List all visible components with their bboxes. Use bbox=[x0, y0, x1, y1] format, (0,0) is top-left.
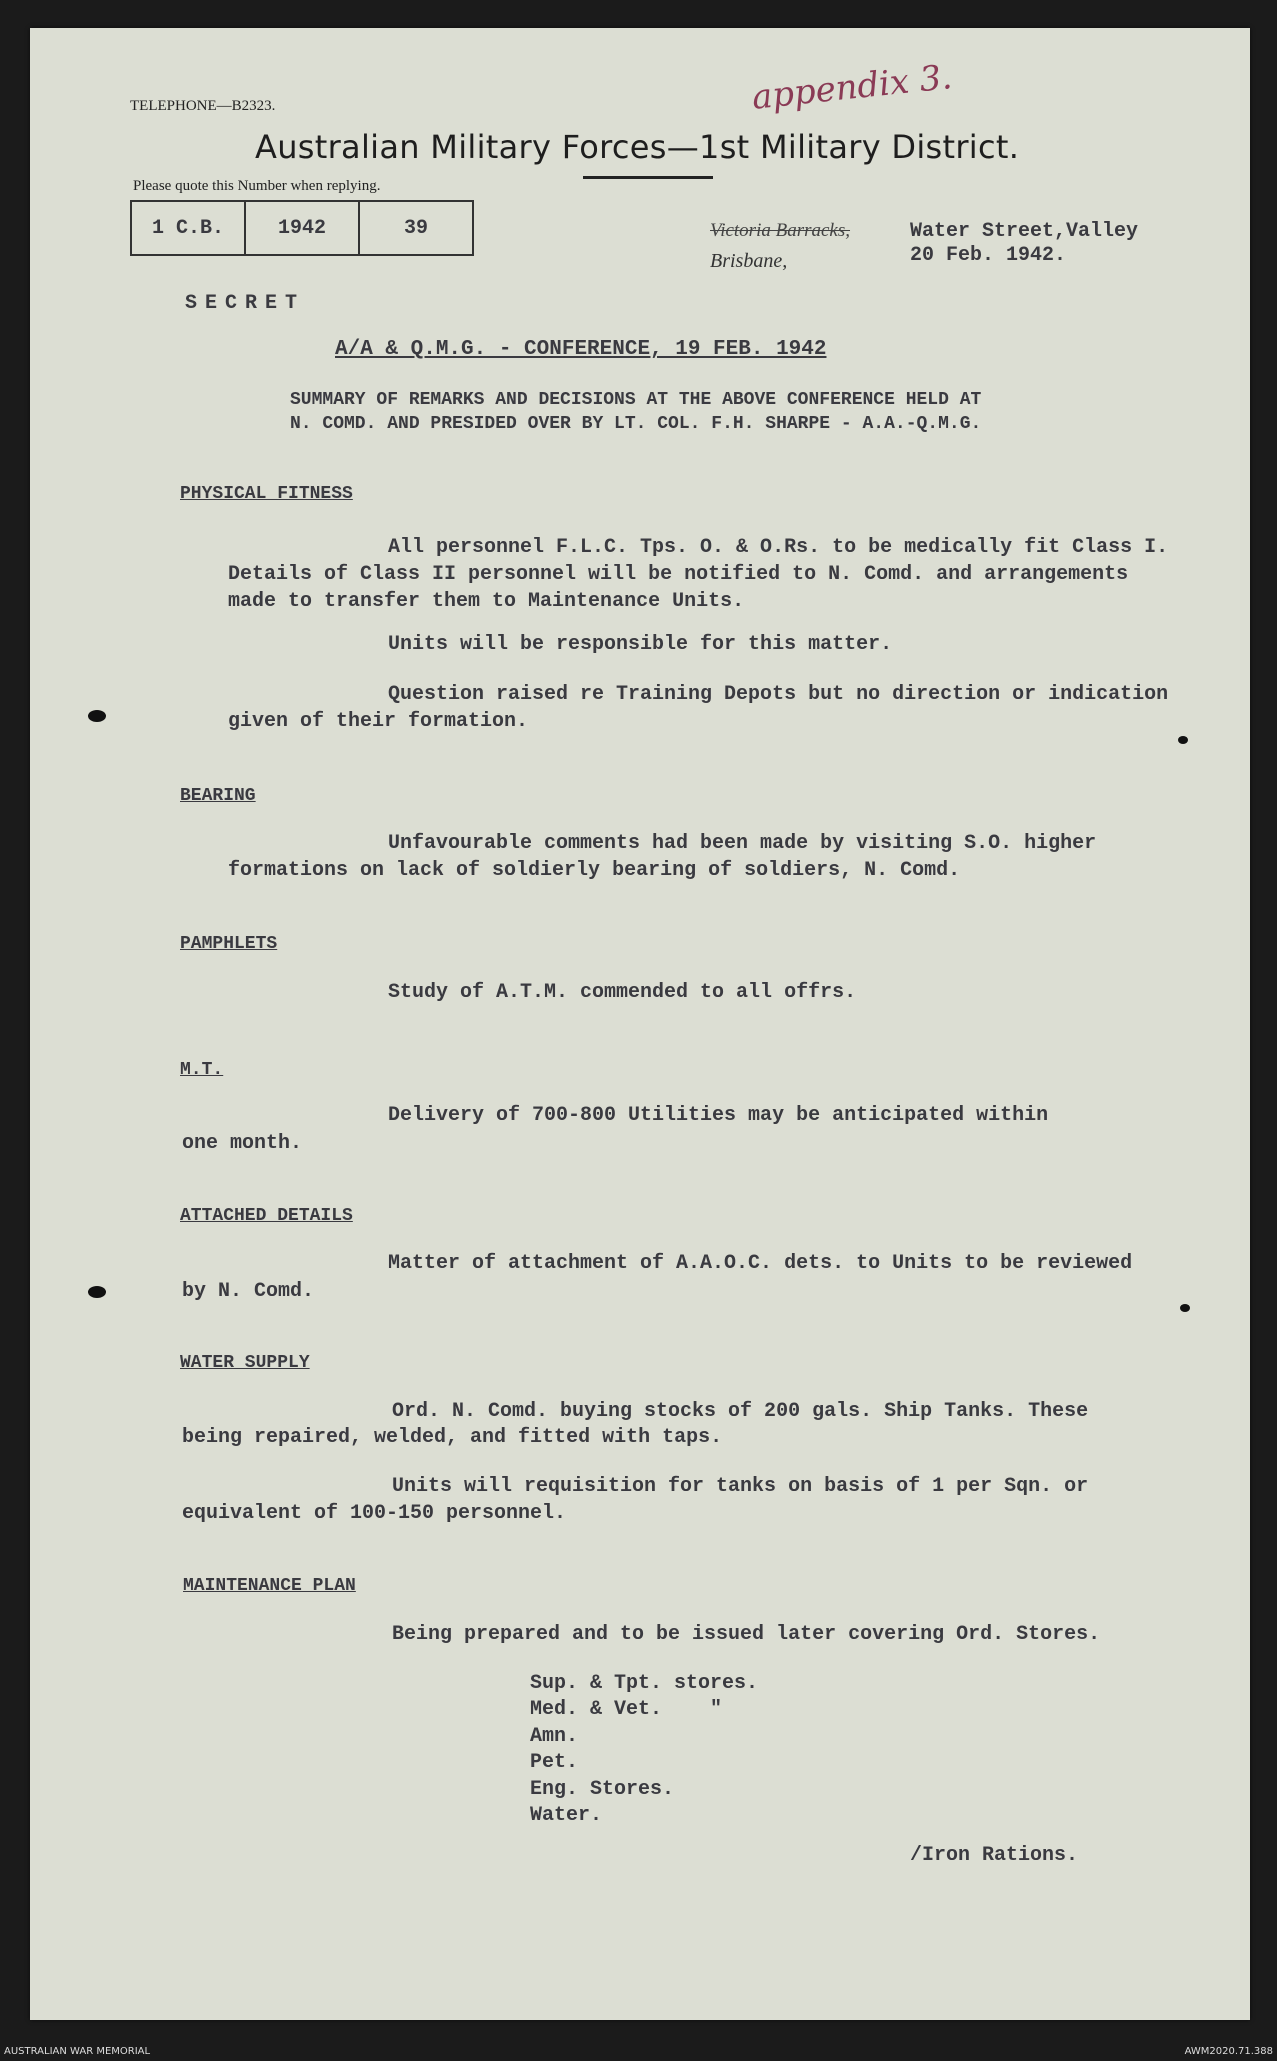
conference-heading: A/A & Q.M.G. - CONFERENCE, 19 FEB. 1942 bbox=[335, 338, 827, 361]
letter-date: 20 Feb. 1942. bbox=[910, 244, 1067, 267]
address-struck: Victoria Barracks, bbox=[710, 220, 851, 241]
punch-hole bbox=[1178, 736, 1188, 744]
letterhead-title: Australian Military Forces—1st Military District. bbox=[255, 128, 1020, 166]
punch-hole bbox=[88, 710, 106, 722]
list-item: Amn. bbox=[530, 1725, 579, 1748]
body-line: equivalent of 100-150 personnel. bbox=[182, 1502, 567, 1525]
body-line: given of their formation. bbox=[228, 710, 529, 733]
list-item: Sup. & Tpt. stores. bbox=[530, 1672, 759, 1695]
reference-cell: 1 C.B. bbox=[132, 202, 246, 254]
punch-hole bbox=[88, 1286, 106, 1298]
section-heading: PHYSICAL FITNESS bbox=[180, 484, 353, 504]
punch-hole bbox=[1180, 1304, 1190, 1312]
continuation-catchword: /Iron Rations. bbox=[910, 1844, 1079, 1867]
body-line: one month. bbox=[182, 1132, 303, 1155]
body-line: Study of A.T.M. commended to all offrs. bbox=[388, 981, 857, 1004]
body-line: made to transfer them to Maintenance Units. bbox=[228, 590, 745, 613]
section-heading: MAINTENANCE PLAN bbox=[183, 1576, 356, 1596]
section-heading: BEARING bbox=[180, 786, 256, 806]
footer-archive-id: AWM2020.71.388 bbox=[1184, 2046, 1273, 2057]
reference-cell: 39 bbox=[403, 216, 428, 240]
address-typed: Water Street,Valley bbox=[910, 220, 1139, 243]
body-line: Delivery of 700-800 Utilities may be anticipated within bbox=[388, 1104, 1049, 1127]
section-heading: ATTACHED DETAILS bbox=[180, 1206, 353, 1226]
list-item: Pet. bbox=[530, 1751, 579, 1774]
body-line: All personnel F.L.C. Tps. O. & O.Rs. to be medically fit Class I. bbox=[388, 536, 1169, 559]
list-item: Med. & Vet. " bbox=[530, 1698, 723, 1721]
title-rule bbox=[583, 176, 713, 179]
list-item: Water. bbox=[530, 1804, 603, 1827]
section-heading: WATER SUPPLY bbox=[180, 1353, 310, 1373]
document-sheet bbox=[30, 28, 1250, 2020]
body-line: Being prepared and to be issued later covering Ord. Stores. bbox=[392, 1623, 1101, 1646]
address-city: Brisbane, bbox=[710, 250, 788, 272]
body-line: Units will be responsible for this matter. bbox=[388, 633, 893, 656]
body-line: Details of Class II personnel will be notified to N. Comd. and arrangements bbox=[228, 563, 1129, 586]
body-line: formations on lack of soldierly bearing of soldiers, N. Comd. bbox=[228, 859, 961, 882]
section-heading: PAMPHLETS bbox=[180, 934, 278, 954]
body-line: Question raised re Training Depots but no direction or indication bbox=[388, 683, 1169, 706]
quote-number-label: Please quote this Number when replying. bbox=[133, 178, 381, 194]
body-line: being repaired, welded, and fitted with taps. bbox=[182, 1426, 723, 1449]
summary-line: SUMMARY OF REMARKS AND DECISIONS AT THE ABOVE CONFERENCE HELD AT bbox=[290, 390, 982, 410]
section-heading: M.T. bbox=[180, 1060, 224, 1080]
telephone-number: TELEPHONE—B2323. bbox=[130, 98, 276, 114]
body-line: by N. Comd. bbox=[182, 1280, 315, 1303]
body-line: Matter of attachment of A.A.O.C. dets. to Units to be reviewed bbox=[388, 1252, 1133, 1275]
summary-line: N. COMD. AND PRESIDED OVER BY LT. COL. F.H. SHARPE - A.A.-Q.M.G. bbox=[290, 414, 982, 434]
reference-box bbox=[130, 200, 474, 256]
classification: SECRET bbox=[185, 292, 306, 315]
list-item: Eng. Stores. bbox=[530, 1778, 675, 1801]
body-line: Ord. N. Comd. buying stocks of 200 gals. Ship Tanks. These bbox=[392, 1400, 1089, 1423]
footer-archive-name: AUSTRALIAN WAR MEMORIAL bbox=[4, 2046, 151, 2057]
handwritten-annotation: appendix 3. bbox=[750, 57, 954, 118]
reference-cell: 1942 bbox=[246, 202, 360, 254]
body-line: Unfavourable comments had been made by visiting S.O. higher bbox=[388, 832, 1097, 855]
body-line: Units will requisition for tanks on basis of 1 per Sqn. or bbox=[392, 1475, 1089, 1498]
